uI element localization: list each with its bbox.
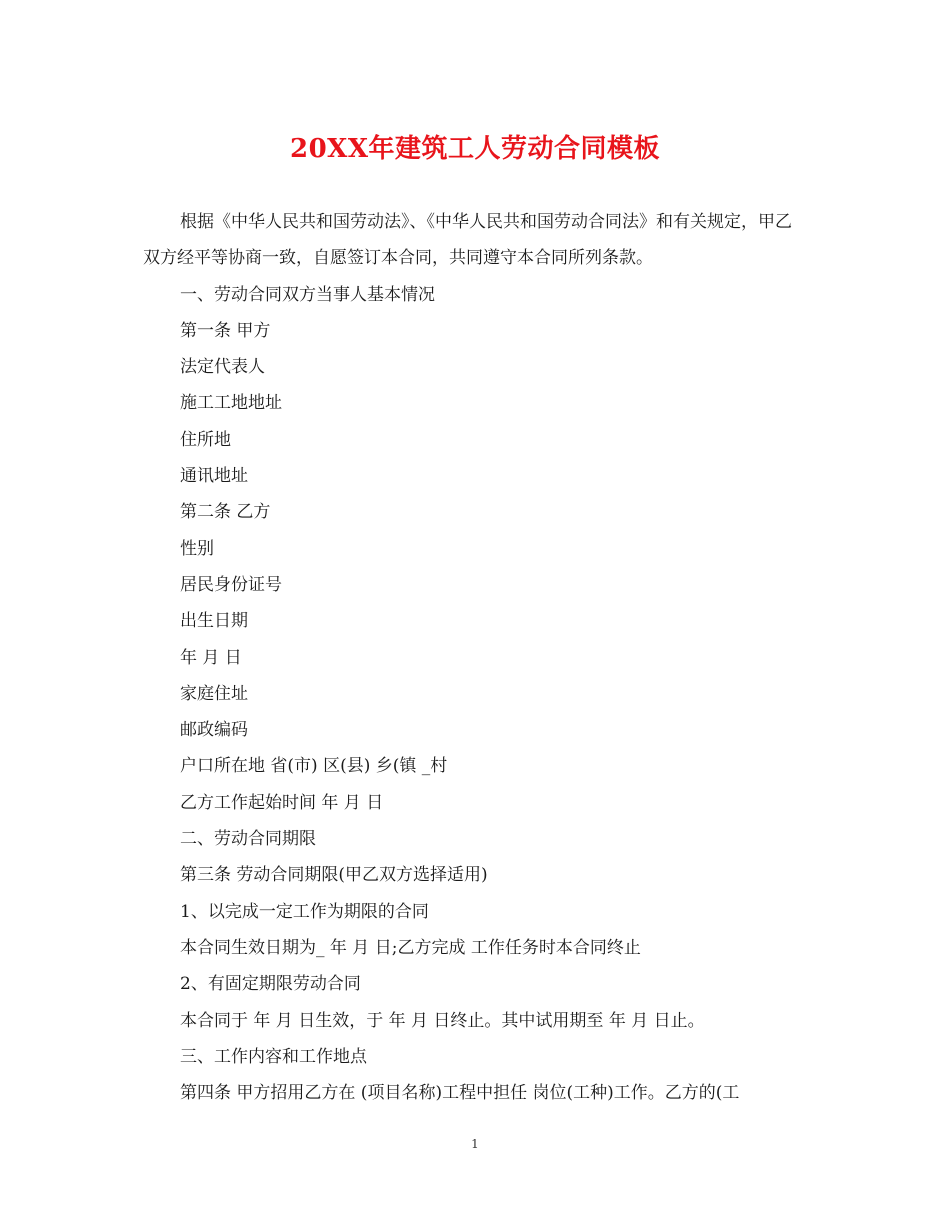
section-heading-3: 三、工作内容和工作地点 bbox=[180, 1046, 367, 1067]
field-site-address: 施工工地地址 bbox=[180, 393, 282, 414]
document-body bbox=[143, 204, 808, 1111]
page-number: 1 bbox=[471, 1137, 479, 1151]
field-date-blanks: 年 月 日 bbox=[180, 647, 242, 668]
contract-option-1: 1、以完成一定工作为期限的合同 bbox=[180, 901, 429, 922]
field-mailing-address: 通讯地址 bbox=[180, 466, 248, 487]
field-id-number: 居民身份证号 bbox=[180, 574, 282, 595]
field-gender: 性别 bbox=[180, 538, 214, 559]
paragraph-preamble: 根据《中华人民共和国劳动法》、《中华人民共和国劳动合同法》和有关规定，甲乙双方经平等协商一致，自愿签订本合同，共同遵守本合同所列条款。 bbox=[143, 212, 792, 269]
section-heading-2: 二、劳动合同期限 bbox=[180, 829, 316, 850]
contract-option-1-text: 本合同生效日期为_ 年 月 日;乙方完成 工作任务时本合同终止 bbox=[180, 937, 641, 958]
field-legal-representative: 法定代表人 bbox=[180, 357, 265, 378]
article-4-text: 第四条 甲方招用乙方在 (项目名称)工程中担任 岗位(工种)工作。乙方的(工 bbox=[180, 1083, 740, 1104]
field-domicile: 住所地 bbox=[180, 429, 231, 450]
section-heading-1: 一、劳动合同双方当事人基本情况 bbox=[180, 284, 435, 305]
field-postal-code: 邮政编码 bbox=[180, 720, 248, 741]
contract-option-2-text: 本合同于 年 月 日生效，于 年 月 日终止。其中试用期至 年 月 日止。 bbox=[180, 1010, 705, 1031]
field-birth-date: 出生日期 bbox=[180, 611, 248, 632]
field-work-start-date: 乙方工作起始时间 年 月 日 bbox=[180, 792, 384, 813]
contract-option-2: 2、有固定期限劳动合同 bbox=[180, 974, 361, 995]
article-3-heading: 第三条 劳动合同期限(甲乙双方选择适用) bbox=[180, 865, 488, 886]
article-2-heading: 第二条 乙方 bbox=[180, 502, 271, 523]
document-title: 20XX年建筑工人劳动合同模板 bbox=[289, 134, 661, 164]
field-household-registration: 户口所在地 省(市) 区(县) 乡(镇 _村 bbox=[180, 756, 448, 777]
article-1-heading: 第一条 甲方 bbox=[180, 320, 271, 341]
field-home-address: 家庭住址 bbox=[180, 683, 248, 704]
